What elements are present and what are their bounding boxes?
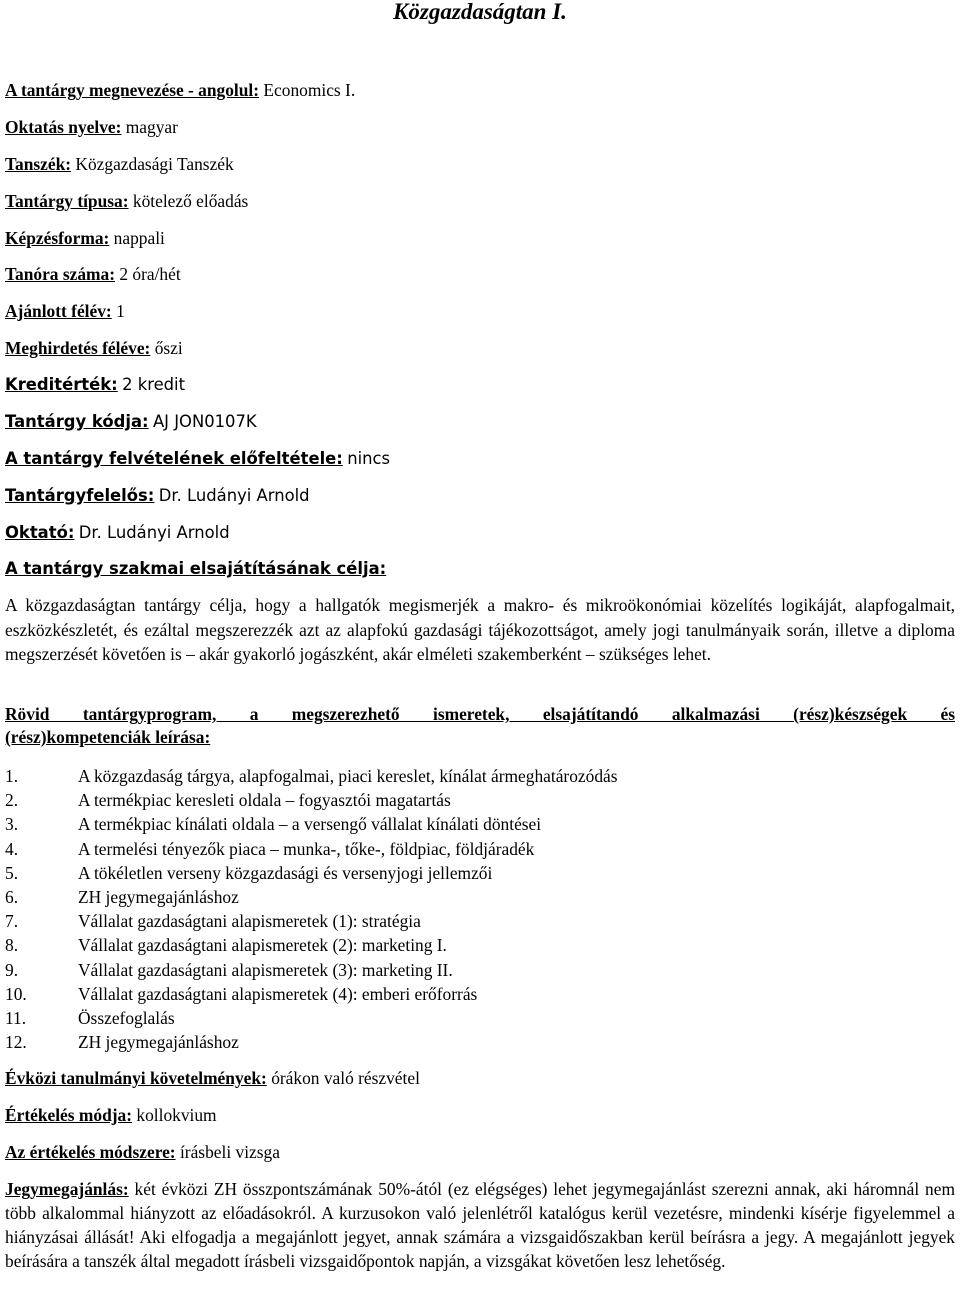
field-requirements <box>5 1067 420 1089</box>
field-value: írásbeli vizsga <box>179 1142 280 1162</box>
field-value: 1 <box>116 301 125 321</box>
field-label: Tantárgy kódja: <box>5 412 149 431</box>
field-label: Tanszék: <box>5 154 72 174</box>
field-value: Dr. Ludányi Arnold <box>78 523 230 542</box>
field-label: Tantárgy típusa: <box>5 191 129 211</box>
field-course-type <box>5 190 248 212</box>
list-item: 7. Vállalat gazdaságtani alapismeretek (1): stratégia <box>5 911 421 932</box>
field-value: két évközi ZH összpontszámának 50%-ától (ez elégséges) lehet jegymegajánlást szerezni annak, aki háromnál nem több alkalommal hiányzott az előadásokról. A kurzusokon való jelenlétről katalógus kerül vezetésre, mindenki kísérje figyelemmel a hiányzásai állását! Aki elfogadja a megajánlott jegyet, annak számára a vizsgaidőszakban kerül beírásra a jegy. A megajánlott jegyek beírására a tanszék által megadott írásbeli vizsgaidőpontok napján, a vizsgákat követően lesz lehetőség. <box>5 1179 955 1271</box>
field-label: A tantárgy megnevezése - angolul: <box>5 80 260 100</box>
field-label: Tantárgyfelelős: <box>5 486 155 505</box>
list-item: 3. A termékpiac kínálati oldala – a versengő vállalat kínálati döntései <box>5 814 542 835</box>
list-item: 5. A tökéletlen verseny közgazdasági és versenyjogi jellemzői <box>5 862 493 883</box>
section-heading: A tantárgy szakmai elsajátításának célja: <box>5 559 387 578</box>
list-item: 6. ZH jegymegajánláshoz <box>5 886 239 907</box>
field-label: Oktatás nyelve: <box>5 117 122 137</box>
field-value: Közgazdasági Tanszék <box>75 154 234 174</box>
field-label: Képzésforma: <box>5 228 110 248</box>
field-course-code <box>5 410 257 433</box>
field-language <box>5 116 178 138</box>
field-label: Értékelés módja: <box>5 1105 133 1125</box>
program-list <box>5 764 618 1054</box>
field-label: Ajánlott félév: <box>5 301 112 321</box>
field-evaluation-method <box>5 1141 280 1163</box>
field-announce-semester <box>5 337 183 359</box>
grade-offer-paragraph <box>5 1177 955 1273</box>
list-item: 1. A közgazdaság tárgya, alapfogalmai, piaci kereslet, kínálat ármeghatározódás <box>5 766 618 786</box>
document-title: Közgazdaságtan I. <box>393 0 567 24</box>
field-department <box>5 153 234 175</box>
field-value: nincs <box>347 449 391 468</box>
field-value: magyar <box>125 117 178 137</box>
field-value: őszi <box>154 338 183 358</box>
field-lecturer <box>5 521 230 544</box>
field-label: Az értékelés módszere: <box>5 1142 176 1162</box>
field-credit <box>5 373 185 396</box>
field-label: Jegymegajánlás: <box>5 1179 129 1199</box>
field-education-form <box>5 227 165 249</box>
field-value: 2 óra/hét <box>119 264 181 284</box>
field-label: Kreditérték: <box>5 375 118 394</box>
field-english-name <box>5 79 355 101</box>
field-value: Dr. Ludányi Arnold <box>158 486 310 505</box>
field-label: A tantárgy felvételének előfeltétele: <box>5 449 343 468</box>
field-value: órákon való részvétel <box>271 1068 420 1088</box>
list-item: 12. ZH jegymegajánláshoz <box>5 1032 239 1053</box>
goal-heading <box>5 557 386 580</box>
field-label: Oktató: <box>5 523 75 542</box>
list-item: 4. A termelési tényezők piaca – munka-, tőke-, földpiac, földjáradék <box>5 838 535 859</box>
section-heading-line: Rövid tantárgyprogram, a megszerezhető ismeretek, elsajátítandó alkalmazási (rész)készségek és <box>5 704 955 724</box>
field-course-owner <box>5 484 310 507</box>
field-value: nappali <box>113 228 165 248</box>
field-value: kötelező előadás <box>132 191 249 211</box>
field-label: Évközi tanulmányi követelmények: <box>5 1068 267 1088</box>
field-value: AJ JON0107K <box>152 412 257 431</box>
goal-paragraph: A közgazdaságtan tantárgy célja, hogy a hallgatók megismerjék a makro- és mikroökonómiai közelítés logikáját, alapfogalmait, eszközkészletét, és ezáltal megszerezzék azt az alapfokú gazdasági tájékozottságot, amely jogi tanulmányaik során, illetve a diploma megszerzését követően is – akár gyakorló jogászként, akár elméleti szakemberként – szükséges lehet. <box>5 595 955 664</box>
list-item: 9. Vállalat gazdaságtani alapismeretek (3): marketing II. <box>5 959 453 980</box>
field-recommended-semester <box>5 300 125 322</box>
field-value: Economics I. <box>263 80 356 100</box>
list-item: 8. Vállalat gazdaságtani alapismeretek (2): marketing I. <box>5 935 447 956</box>
field-prerequisite <box>5 447 390 470</box>
field-hours <box>5 263 181 285</box>
section-heading-line: (rész)kompetenciák leírása: <box>5 727 211 747</box>
list-item: 10. Vállalat gazdaságtani alapismeretek (4): emberi erőforrás <box>5 983 478 1004</box>
program-heading <box>5 703 955 749</box>
field-value: kollokvium <box>136 1105 217 1125</box>
list-item: 2. A termékpiac keresleti oldala – fogyasztói magatartás <box>5 790 451 811</box>
field-label: Tanóra száma: <box>5 264 115 284</box>
list-item: 11. Összefoglalás <box>5 1007 175 1028</box>
field-label: Meghirdetés féléve: <box>5 338 151 358</box>
field-evaluation-mode <box>5 1104 217 1126</box>
field-value: 2 kredit <box>122 375 186 394</box>
